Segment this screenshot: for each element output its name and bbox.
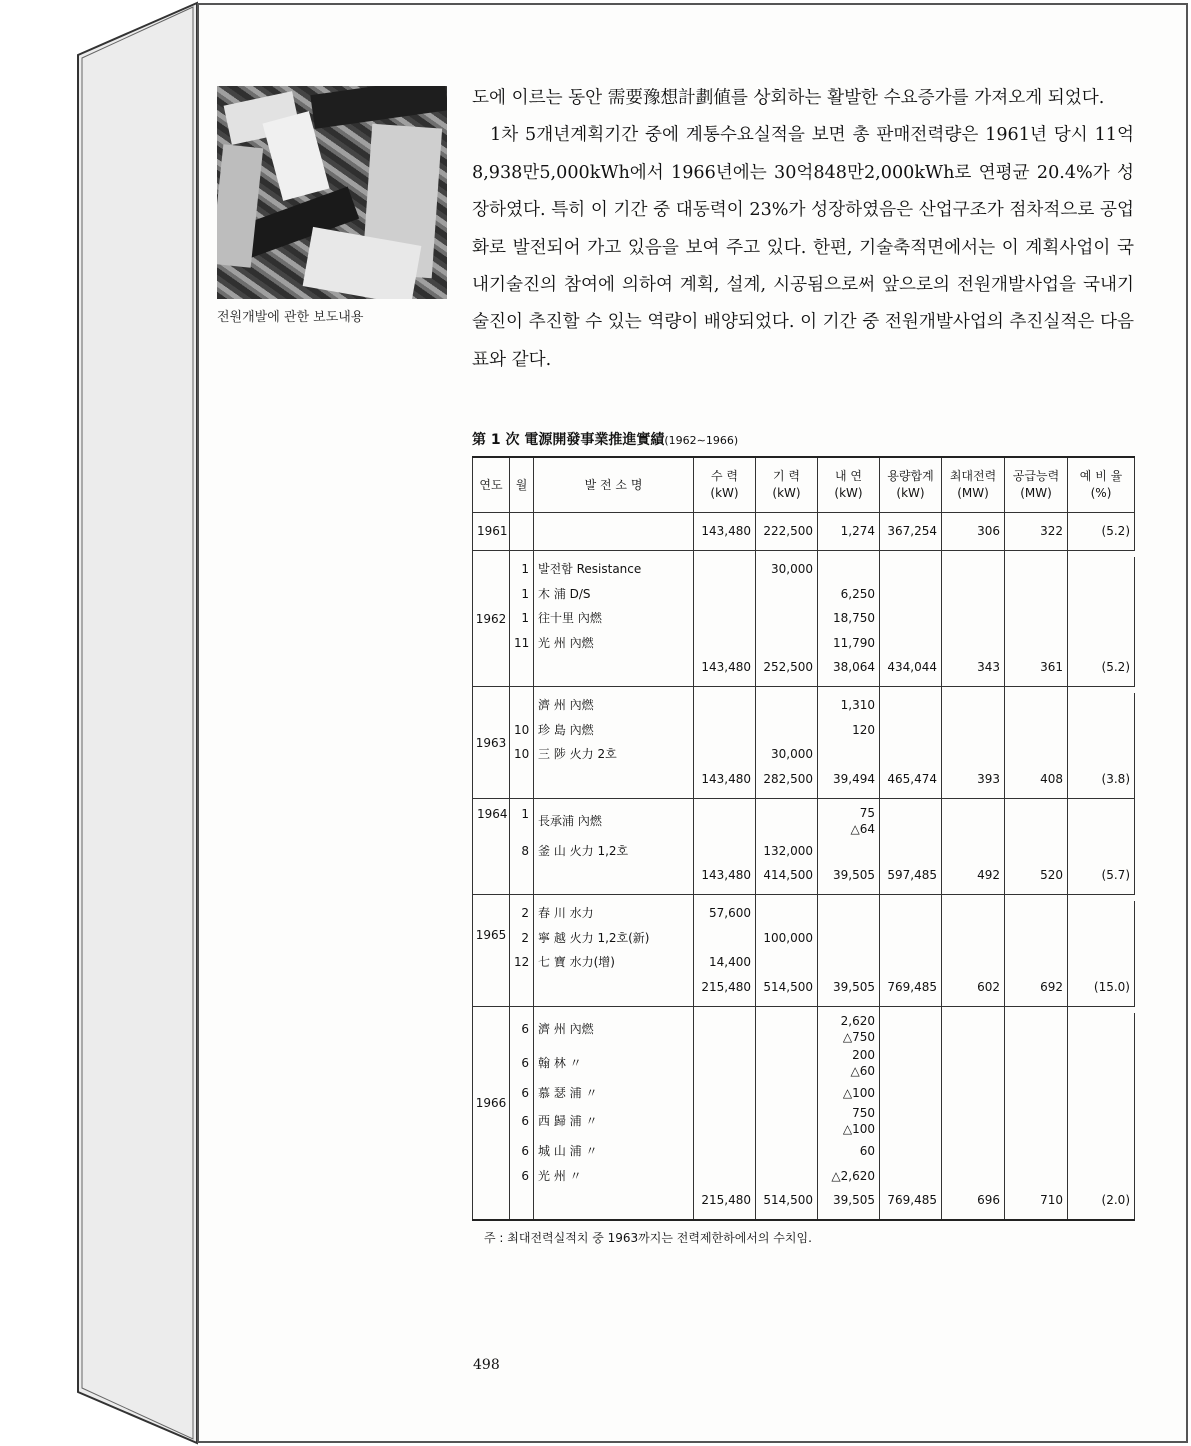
group-1961 xyxy=(473,513,1135,551)
table-row: 1964 1 長承浦 內燃 75 △64 xyxy=(473,805,1135,839)
table-row: 11 光 州 內燃 11,790 xyxy=(473,631,1135,656)
table-row: 1 木 浦 D/S 6,250 xyxy=(473,582,1135,607)
group-1966 xyxy=(473,1006,1135,1220)
table-row: 1 往十里 內燃 18,750 xyxy=(473,606,1135,631)
year-1965: 1965 xyxy=(473,895,510,1007)
group-1964 xyxy=(473,798,1135,894)
subtotal-row: 143,480 282,500 39,494 465,474 393 408 (3.8) xyxy=(473,767,1135,792)
table-row: 6 光 州 〃 △2,620 xyxy=(473,1164,1135,1189)
year-1963: 1963 xyxy=(473,687,510,799)
group-1962 xyxy=(473,550,1135,686)
table-row: 6 慕 瑟 浦 〃 △100 xyxy=(473,1081,1135,1106)
table-row: 2 寧 越 火力 1,2호(新) 100,000 xyxy=(473,926,1135,951)
table-title-period: (1962∼1966) xyxy=(664,434,739,447)
newspaper-clippings-photo xyxy=(217,86,447,299)
power-development-table xyxy=(472,456,1135,1221)
header-reserve: 예 비 율 (%) xyxy=(1068,457,1135,513)
header-month: 월 xyxy=(510,457,534,513)
year-1966: 1966 xyxy=(473,1006,510,1220)
header-maxpower: 최대전력 (MW) xyxy=(942,457,1005,513)
table-row: 10 三 陟 火力 2호 30,000 xyxy=(473,742,1135,767)
table-row: 6 翰 林 〃 200 △60 xyxy=(473,1047,1135,1081)
header-internal: 내 연 (kW) xyxy=(818,457,880,513)
group-1963 xyxy=(473,687,1135,799)
group-1965 xyxy=(473,895,1135,1007)
table-row: 6 濟 州 內燃 2,620 △750 xyxy=(473,1013,1135,1047)
table-row: 12 七 寶 水力(增) 14,400 xyxy=(473,950,1135,975)
photo-caption: 전원개발에 관한 보도내용 xyxy=(217,310,364,325)
header-year: 연도 xyxy=(473,457,510,513)
table-row: 1 발전함 Resistance 30,000 xyxy=(473,557,1135,582)
body-text xyxy=(472,80,1134,379)
table-footnote: 주 : 최대전력실적치 중 1963까지는 전력제한하에서의 수치임. xyxy=(484,1231,812,1245)
table-row: 濟 州 內燃 1,310 xyxy=(473,693,1135,718)
header-station: 발 전 소 명 xyxy=(534,457,694,513)
table-title-text: 第 1 次 電源開發事業推進實績 xyxy=(472,432,665,448)
table-row: 8 釜 山 火力 1,2호 132,000 xyxy=(473,839,1135,864)
page-number: 498 xyxy=(473,1357,500,1373)
table-row: 2 春 川 水力 57,600 xyxy=(473,901,1135,926)
header-total: 용량합계 (kW) xyxy=(880,457,942,513)
subtotal-row: 143,480 252,500 38,064 434,044 343 361 (5.2) xyxy=(473,655,1135,680)
table-title xyxy=(472,429,738,449)
header-supply: 공급능력 (MW) xyxy=(1005,457,1068,513)
paragraph-2: 1차 5개년계획기간 중에 계통수요실적을 보면 총 판매전력량은 1961년 당시 11억8,938만5,000kWh에서 1966년에는 30억848만2,000kWh로 연평균 20.4%가 성장하였다. 특히 이 기간 중 대동력이 23%가 성장하였음은 산업구조가 점차적으로 공업화로 발전되어 가고 있음을 보여 주고 있다. 한편, 기술축적면에서는 이 계획사업이 국내기술진의 참여에 의하여 계획, 설계, 시공됨으로써 앞으로의 전원개발사업을 국내기술진이 추진할 수 있는 역량이 배양되었다. 이 기간 중 전원개발사업의 추진실적은 다음 표와 같다. xyxy=(472,125,1134,370)
table-row: 6 西 歸 浦 〃 750 △100 xyxy=(473,1105,1135,1139)
table-row: 6 城 山 浦 〃 60 xyxy=(473,1139,1135,1164)
year-1962: 1962 xyxy=(473,550,510,686)
table-row: 10 珍 島 內燃 120 xyxy=(473,718,1135,743)
table-row: 1961 143,480 222,500 1,274 367,254 306 322 (5.2) xyxy=(473,519,1135,544)
header-row xyxy=(473,457,1135,513)
paragraph-1: 도에 이르는 동안 需要豫想計劃値를 상회하는 활발한 수요증가를 가져오게 되었다. xyxy=(472,88,1105,108)
subtotal-row: 215,480 514,500 39,505 769,485 602 692 (15.0) xyxy=(473,975,1135,1000)
header-thermal: 기 력 (kW) xyxy=(756,457,818,513)
subtotal-row: 143,480 414,500 39,505 597,485 492 520 (5.7) xyxy=(473,863,1135,888)
header-hydro: 수 력 (kW) xyxy=(694,457,756,513)
subtotal-row: 215,480 514,500 39,505 769,485 696 710 (2.0) xyxy=(473,1188,1135,1213)
